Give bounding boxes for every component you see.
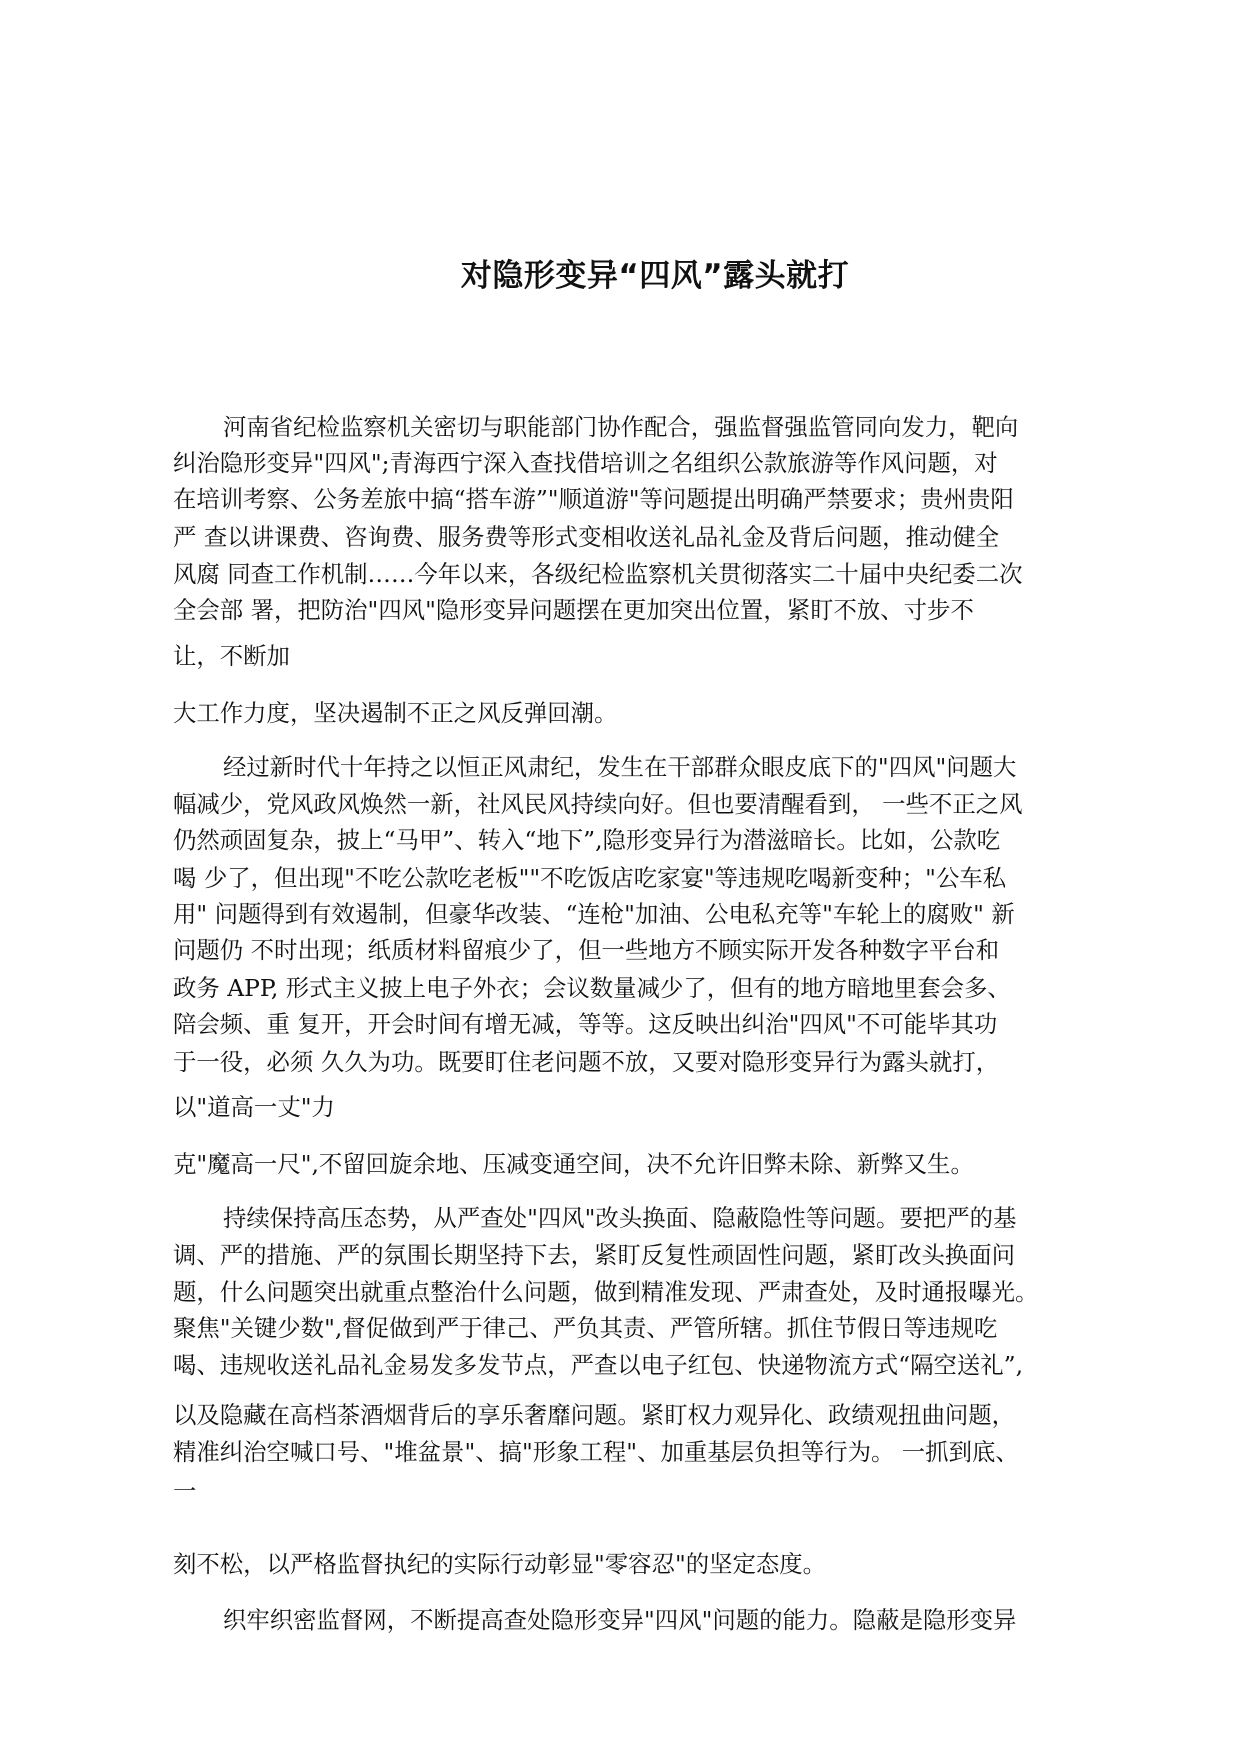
text-line: 经过新时代十年持之以恒正风肃纪，发生在干部群众眼皮底下的"四风"问题大 [223, 753, 1017, 781]
text-line: 大工作力度，坚决遏制不正之风反弹回潮。 [173, 699, 618, 727]
text-line: 喝 少了，但出现"不吃公款吃老板""不吃饭店吃家宴"等违规吃喝新变种；"公车私 [173, 864, 1007, 892]
text-line: 克"魔高一尺",不留回旋余地、压减变通空间，决不允许旧弊未除、新弊又生。 [173, 1150, 974, 1178]
text-line: 持续保持高压态势，从严查处"四风"改头换面、隐蔽隐性等问题。要把严的基 [223, 1204, 1017, 1232]
text-line: 严 查以讲课费、咨询费、服务费等形式变相收送礼品礼金及背后问题，推动健全 [173, 523, 1000, 551]
text-line: 织牢织密监督网，不断提高查处隐形变异"四风"问题的能力。隐蔽是隐形变异 [223, 1606, 1017, 1634]
text-line: 让，不断加 [173, 642, 290, 670]
text-line: 风腐 同查工作机制……今年以来，各级纪检监察机关贯彻落实二十届中央纪委二次 [173, 560, 1023, 588]
text-line: 一 [173, 1477, 197, 1505]
text-line: 仍然顽固复杂，披上“马甲”、转入“地下”,隐形变异行为潜滋暗长。比如，公款吃 [173, 826, 1001, 854]
text-line: 全会部 署，把防治"四风"隐形变异问题摆在更加突出位置，紧盯不放、寸步不 [173, 596, 974, 624]
text-line: 幅减少，党风政风焕然一新，社风民风持续向好。但也要清醒看到， 一些不正之风 [173, 790, 1023, 818]
text-line: 聚焦"关键少数",督促做到严于律己、严负其责、严管所辖。抓住节假日等违规吃 [173, 1314, 998, 1342]
text-line: 问题仍 不时出现；纸质材料留痕少了，但一些地方不顾实际开发各种数字平台和 [173, 936, 1000, 964]
text-line: 喝、违规收送礼品礼金易发多发节点，严查以电子红包、快递物流方式“隔空送礼”, [173, 1351, 1024, 1379]
document-title: 对隐形变异“四风”露头就打 [460, 258, 850, 294]
text-line: 以"道高一丈"力 [173, 1093, 335, 1121]
text-line: 政务 APP, 形式主义披上电子外衣；会议数量减少了，但有的地方暗地里套会多、 [173, 974, 1011, 1002]
text-line: 在培训考察、公务差旅中搞“搭车游”"顺道游"等问题提出明确严禁要求；贵州贵阳 [173, 485, 1014, 513]
text-line: 调、严的措施、严的氛围长期坚持下去，紧盯反复性顽固性问题，紧盯改头换面问 [173, 1241, 1016, 1269]
text-line: 纠治隐形变异"四风";青海西宁深入查找借培训之名组织公款旅游等作风问题，对 [173, 449, 998, 477]
text-line: 以及隐藏在高档茶酒烟背后的享乐奢靡问题。紧盯权力观异化、政绩观扭曲问题， [173, 1401, 1016, 1429]
text-line: 河南省纪检监察机关密切与职能部门协作配合，强监督强监管同向发力，靶向 [223, 413, 1019, 441]
text-line: 陪会频、重 复开，开会时间有增无减，等等。这反映出纠治"四风"不可能毕其功 [173, 1010, 998, 1038]
text-line: 刻不松，以严格监督执纪的实际行动彰显"零容忍"的坚定态度。 [173, 1550, 827, 1578]
text-line: 用" 问题得到有效遏制，但豪华改装、“连枪"加油、公电私充等"车轮上的腐败" 新 [173, 900, 1015, 928]
text-line: 于一役，必须 久久为功。既要盯住老问题不放，又要对隐形变异行为露头就打， [173, 1048, 1000, 1076]
text-line: 精准纠治空喊口号、"堆盆景"、搞"形象工程"、加重基层负担等行为。 一抓到底、 [173, 1438, 1019, 1466]
text-line: 题，什么问题突出就重点整治什么问题，做到精准发现、严肃查处，及时通报曝光。 [173, 1278, 1039, 1306]
